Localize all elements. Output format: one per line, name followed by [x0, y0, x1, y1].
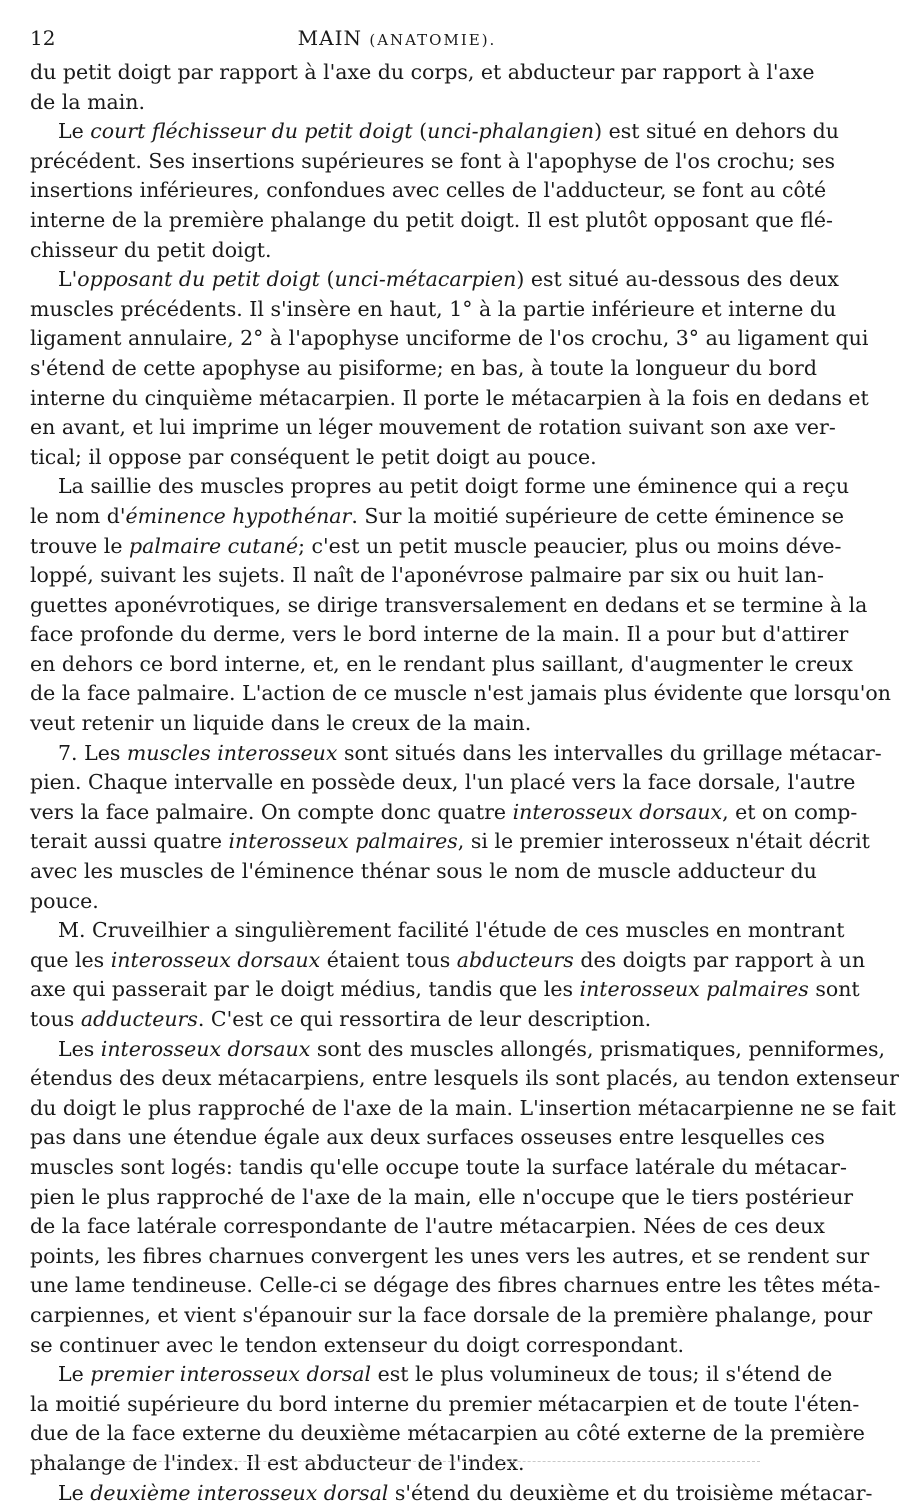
- text-line: en dehors ce bord interne, et, en le rendant plus saillant, d'augmenter le creux: [30, 650, 766, 680]
- text-line: Le premier interosseux dorsal est le plus volumineux de tous; il s'étend de: [30, 1360, 766, 1390]
- paragraph: [30, 472, 766, 738]
- text-line: Le court fléchisseur du petit doigt (unci-phalangien) est situé en dehors du: [30, 117, 766, 147]
- text-line: chisseur du petit doigt.: [30, 236, 766, 266]
- text-line: interne du cinquième métacarpien. Il porte le métacarpien à la fois en dedans et: [30, 384, 766, 414]
- text-line: guettes aponévrotiques, se dirige transversalement en dedans et se termine à la: [30, 591, 766, 621]
- text-line: trouve le palmaire cutané; c'est un petit muscle peaucier, plus ou moins déve-: [30, 532, 766, 562]
- running-title: [30, 26, 764, 50]
- text-line: tical; il oppose par conséquent le petit doigt au pouce.: [30, 443, 766, 473]
- page-number: 12: [30, 26, 55, 50]
- text-line: pas dans une étendue égale aux deux surfaces osseuses entre lesquelles ces: [30, 1123, 766, 1153]
- text-line: due de la face externe du deuxième métacarpien au côté externe de la première: [30, 1419, 766, 1449]
- text-line: que les interosseux dorsaux étaient tous abducteurs des doigts par rapport à un: [30, 946, 766, 976]
- paragraph: [30, 739, 766, 917]
- text-line: La saillie des muscles propres au petit doigt forme une éminence qui a reçu: [30, 472, 766, 502]
- text-line: le nom d'éminence hypothénar. Sur la moitié supérieure de cette éminence se: [30, 502, 766, 532]
- paragraph: [30, 916, 766, 1034]
- text-line: ligament annulaire, 2° à l'apophyse unciforme de l'os crochu, 3° au ligament qui: [30, 324, 766, 354]
- paragraph: [30, 1479, 766, 1508]
- text-line: en avant, et lui imprime un léger mouvement de rotation suivant son axe ver-: [30, 413, 766, 443]
- text-line: L'opposant du petit doigt (unci-métacarpien) est situé au-dessous des deux: [30, 265, 766, 295]
- paragraph: [30, 1035, 766, 1361]
- text-line: étendus des deux métacarpiens, entre lesquels ils sont placés, au tendon extenseur: [30, 1064, 766, 1094]
- running-title-sub: (ANATOMIE).: [369, 31, 496, 49]
- footer-rule: [34, 1461, 760, 1462]
- paragraph: [30, 117, 766, 265]
- text-line: axe qui passerait par le doigt médius, tandis que les interosseux palmaires sont: [30, 975, 766, 1005]
- text-line: insertions inférieures, confondues avec celles de l'adducteur, se font au côté: [30, 176, 766, 206]
- text-line: interne de la première phalange du petit doigt. Il est plutôt opposant que flé-: [30, 206, 766, 236]
- text-line: de la face latérale correspondante de l'autre métacarpien. Nées de ces deux: [30, 1212, 766, 1242]
- paragraph: [30, 58, 766, 117]
- text-line: s'étend de cette apophyse au pisiforme; en bas, à toute la longueur du bord: [30, 354, 766, 384]
- text-line: tous adducteurs. C'est ce qui ressortira de leur description.: [30, 1005, 766, 1035]
- text-line: de la face palmaire. L'action de ce muscle n'est jamais plus évidente que lorsqu'on: [30, 679, 766, 709]
- text-line: pien le plus rapproché de l'axe de la main, elle n'occupe que le tiers postérieur: [30, 1183, 766, 1213]
- running-header: [30, 26, 764, 54]
- text-line: du doigt le plus rapproché de l'axe de la main. L'insertion métacarpienne ne se fait: [30, 1094, 766, 1124]
- text-line: de la main.: [30, 88, 766, 118]
- text-line: pouce.: [30, 887, 766, 917]
- text-line: du petit doigt par rapport à l'axe du corps, et abducteur par rapport à l'axe: [30, 58, 766, 88]
- body-text: [30, 58, 766, 1508]
- text-line: face profonde du derme, vers le bord interne de la main. Il a pour but d'attirer: [30, 620, 766, 650]
- text-line: terait aussi quatre interosseux palmaires, si le premier interosseux n'était décrit: [30, 827, 766, 857]
- text-line: avec les muscles de l'éminence thénar sous le nom de muscle adducteur du: [30, 857, 766, 887]
- running-title-main: MAIN: [298, 26, 362, 50]
- text-line: se continuer avec le tendon extenseur du doigt correspondant.: [30, 1331, 766, 1361]
- text-line: Les interosseux dorsaux sont des muscles allongés, prismatiques, penniformes,: [30, 1035, 766, 1065]
- text-line: carpiennes, et vient s'épanouir sur la face dorsale de la première phalange, pour: [30, 1301, 766, 1331]
- text-line: M. Cruveilhier a singulièrement facilité l'étude de ces muscles en montrant: [30, 916, 766, 946]
- text-line: une lame tendineuse. Celle-ci se dégage des fibres charnues entre les têtes méta-: [30, 1271, 766, 1301]
- text-line: veut retenir un liquide dans le creux de la main.: [30, 709, 766, 739]
- text-line: 7. Les muscles interosseux sont situés dans les intervalles du grillage métacar-: [30, 739, 766, 769]
- text-line: vers la face palmaire. On compte donc quatre interosseux dorsaux, et on comp-: [30, 798, 766, 828]
- text-line: loppé, suivant les sujets. Il naît de l'aponévrose palmaire par six ou huit lan-: [30, 561, 766, 591]
- text-line: Le deuxième interosseux dorsal s'étend du deuxième et du troisième métacar-: [30, 1479, 766, 1508]
- paragraph: [30, 265, 766, 472]
- text-line: phalange de l'index. Il est abducteur de l'index.: [30, 1449, 766, 1479]
- text-line: muscles sont logés: tandis qu'elle occupe toute la surface latérale du métacar-: [30, 1153, 766, 1183]
- text-line: muscles précédents. Il s'insère en haut, 1° à la partie inférieure et interne du: [30, 295, 766, 325]
- text-line: précédent. Ses insertions supérieures se font à l'apophyse de l'os crochu; ses: [30, 147, 766, 177]
- text-line: points, les fibres charnues convergent les unes vers les autres, et se rendent sur: [30, 1242, 766, 1272]
- text-line: la moitié supérieure du bord interne du premier métacarpien et de toute l'éten-: [30, 1390, 766, 1420]
- text-line: pien. Chaque intervalle en possède deux, l'un placé vers la face dorsale, l'autre: [30, 768, 766, 798]
